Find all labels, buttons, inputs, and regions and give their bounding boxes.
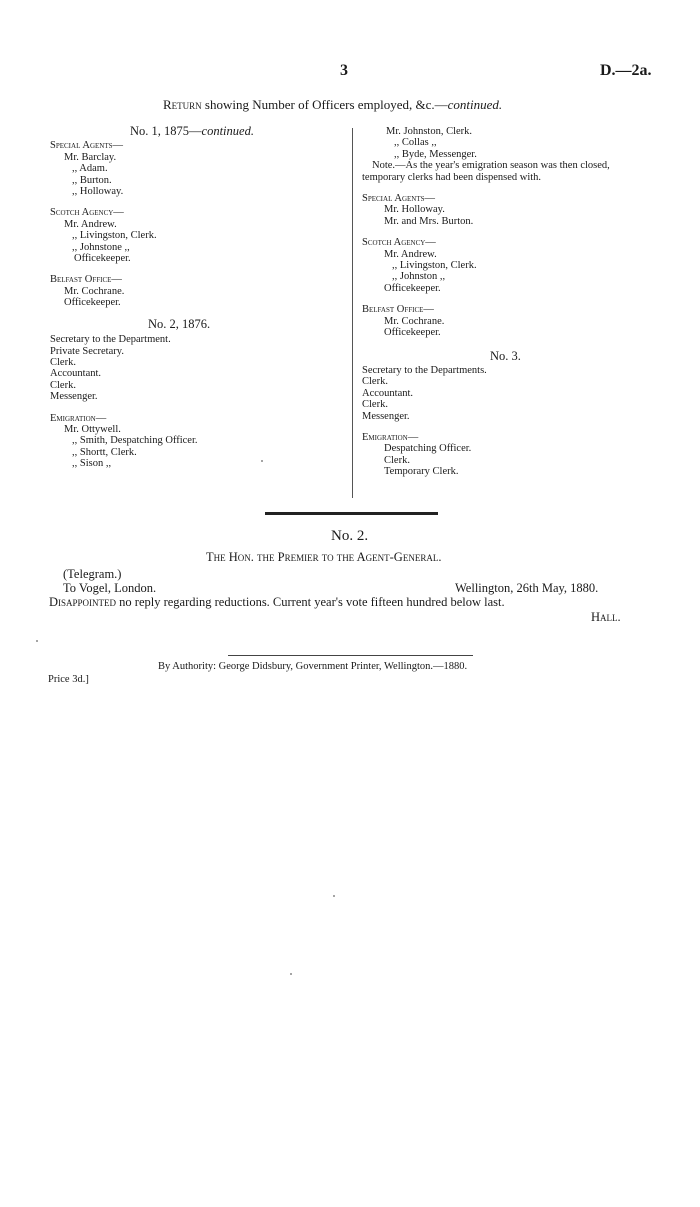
list-item: Secretary to the Department. — [50, 334, 171, 346]
list-item: Clerk. — [50, 379, 76, 391]
list-item: ,, Sison ,, — [72, 458, 112, 470]
list-item: Messenger. — [50, 391, 98, 403]
list-item: Temporary Clerk. — [384, 466, 459, 478]
list-item: ,, Johnston ,, — [392, 271, 446, 283]
list-item: Officekeeper. — [64, 297, 121, 309]
list-item: Officekeeper. — [384, 327, 441, 339]
list-item: Clerk. — [384, 454, 410, 466]
list-item: ,, Shortt, Clerk. — [72, 446, 137, 458]
no3-heading: No. 3. — [490, 348, 521, 363]
telegram-date-line: Wellington, 26th May, 1880. — [455, 581, 599, 595]
list-item: Mr. Johnston, Clerk. — [386, 126, 473, 137]
telegram-subtitle: The Hon. the Premier to the Agent-General. — [206, 550, 442, 564]
no1-heading-continued: continued. — [201, 124, 254, 138]
telegram-body-rest: no reply regarding reductions. Current year's vote fifteen hundred below last. — [116, 595, 505, 609]
list-item: ,, Smith, Despatching Officer. — [72, 435, 198, 447]
list-item: Mr. Andrew. — [64, 218, 117, 230]
emigration-heading: Emigration— — [50, 412, 107, 424]
print-speck — [36, 640, 38, 642]
section-divider — [265, 512, 438, 515]
list-item: Clerk. — [362, 399, 388, 411]
list-item: Accountant. — [362, 387, 414, 399]
section-title: No. 2. — [331, 528, 369, 544]
printer-authority: By Authority: George Didsbury, Government Printer, Wellington.—1880. — [158, 661, 468, 672]
price-note: Price 3d.] — [48, 674, 89, 685]
telegram-body — [49, 595, 505, 609]
list-item: Despatching Officer. — [384, 443, 472, 455]
belfast-office-heading: Belfast Office— — [362, 304, 434, 316]
list-item: Mr. Holloway. — [384, 204, 445, 216]
list-item: Private Secretary. — [50, 345, 124, 357]
note-line: temporary clerks had been dispensed with. — [362, 171, 542, 183]
scotch-agency-heading: Scotch Agency— — [50, 207, 124, 219]
list-item: ,, Burton. — [72, 174, 112, 186]
no2-1876-heading: No. 2, 1876. — [148, 316, 211, 331]
list-item: Mr. Barclay. — [64, 151, 117, 163]
list-item: Mr. and Mrs. Burton. — [384, 215, 474, 227]
list-item: Clerk. — [362, 376, 388, 388]
officekeeper: Officekeeper. — [74, 253, 131, 265]
list-item: Clerk. — [50, 356, 76, 368]
list-item: Mr. Andrew. — [384, 248, 437, 260]
list-item: ,, Adam. — [72, 163, 108, 175]
list-item: ,, Livingston, Clerk. — [392, 260, 477, 272]
officekeeper: Officekeeper. — [384, 282, 441, 294]
no1-heading-prefix: No. 1, 1875— — [130, 124, 202, 138]
belfast-office-heading: Belfast Office— — [50, 274, 122, 286]
footer-divider — [228, 655, 473, 656]
return-title-rest: showing Number of Officers employed, &c.— — [201, 97, 448, 112]
list-item: Secretary to the Departments. — [362, 364, 487, 376]
print-speck — [261, 460, 263, 462]
list-item: Accountant. — [50, 368, 102, 380]
special-agents-heading: Special Agents— — [362, 193, 436, 205]
list-item: ,, Collas ,, — [394, 137, 437, 149]
list-item: Mr. Cochrane. — [64, 285, 125, 297]
emigration-heading: Emigration— — [362, 431, 419, 443]
page-number: 3 — [340, 62, 348, 79]
left-column — [50, 126, 345, 470]
return-title — [163, 97, 502, 113]
return-title-word: Return — [163, 97, 202, 112]
document-code: D.—2a. — [600, 62, 652, 79]
right-column — [362, 126, 662, 478]
no1-heading — [50, 126, 345, 137]
note-line: Note.—As the year's emigration season was then closed, — [372, 160, 610, 172]
list-item: ,, Byde, Messenger. — [394, 148, 477, 160]
telegram-label: (Telegram.) — [63, 567, 122, 581]
return-title-continued: continued. — [447, 97, 503, 112]
list-item: ,, Livingston, Clerk. — [72, 230, 157, 242]
telegram-signature: Hall. — [591, 610, 621, 624]
list-item: Messenger. — [362, 410, 410, 422]
telegram-to-line: To Vogel, London. — [63, 581, 157, 595]
scotch-agency-heading: Scotch Agency— — [362, 237, 436, 249]
telegram-body-first-word: Disappointed — [49, 595, 117, 609]
list-item: Mr. Cochrane. — [384, 315, 445, 327]
list-item: Mr. Ottywell. — [64, 423, 121, 435]
column-divider — [352, 128, 353, 498]
list-item: ,, Johnstone ,, — [72, 241, 130, 253]
print-speck — [333, 895, 335, 897]
print-speck — [290, 973, 292, 975]
special-agents-heading: Special Agents— — [50, 140, 124, 152]
list-item: ,, Holloway. — [72, 186, 124, 198]
